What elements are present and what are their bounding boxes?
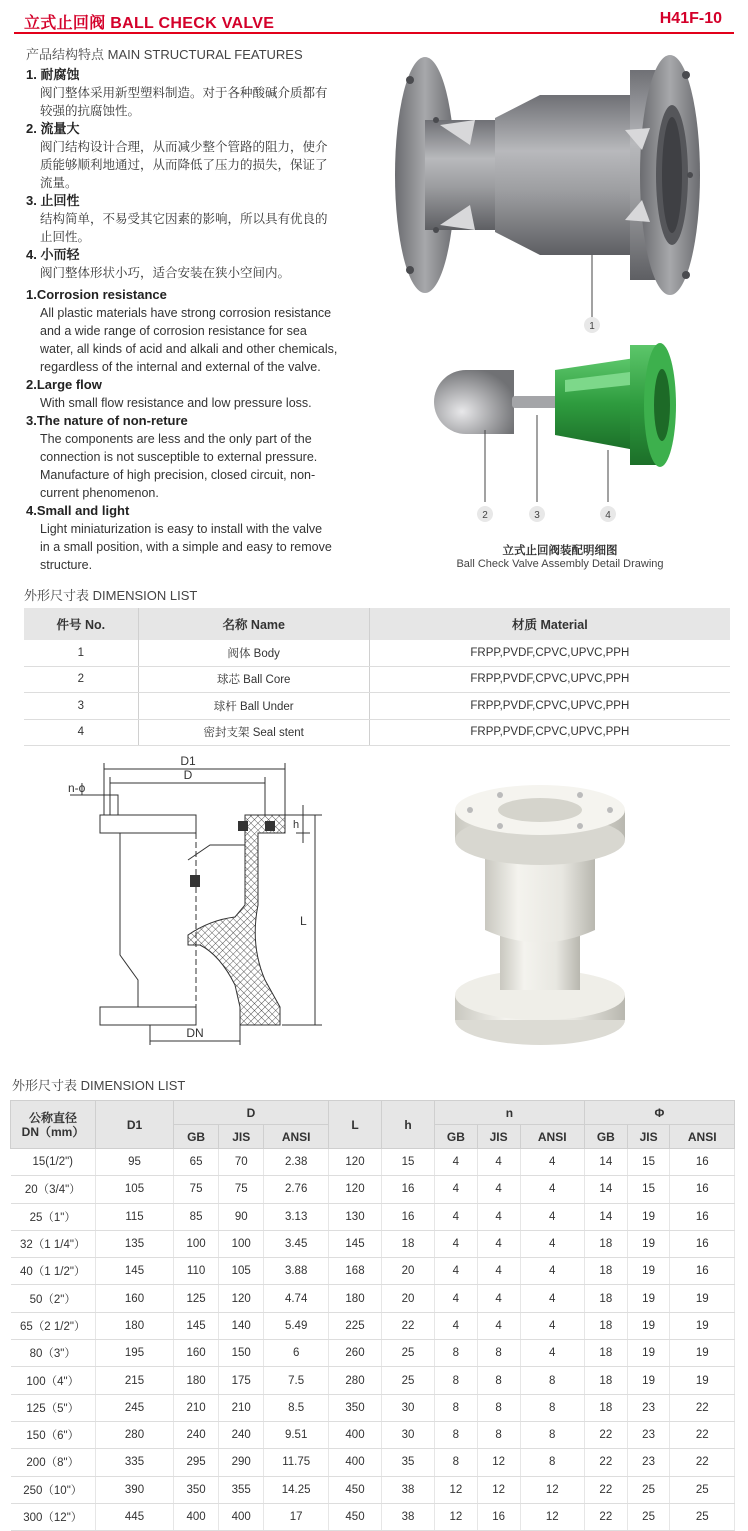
dim-cell: 105: [219, 1258, 264, 1285]
dim-cell: 4: [477, 1149, 520, 1176]
page-title: 立式止回阀 BALL CHECK VALVE: [24, 15, 275, 32]
ball-core-graphic: [434, 370, 514, 434]
feature-cn-line: 结构简单，不易受其它因素的影响，所以具有优良的: [40, 212, 328, 226]
dim-cell: 15: [627, 1176, 670, 1203]
dim-cell: 3.13: [264, 1203, 329, 1230]
dim-cell: 8: [520, 1367, 584, 1394]
dim-cell: 145: [329, 1230, 382, 1257]
dim-cell: 100（4"）: [11, 1367, 96, 1394]
dim-cell: 120: [329, 1176, 382, 1203]
dim-sub-header: ANSI: [264, 1125, 329, 1149]
feature-en-line: With small flow resistance and low pressure loss.: [40, 396, 312, 410]
col-d: D: [174, 1101, 329, 1125]
dim-cell: 22: [670, 1449, 735, 1476]
dim-row: [11, 1503, 735, 1530]
dim-cell: 32（1 1/4"）: [11, 1230, 96, 1257]
dim-cell: 19: [670, 1285, 735, 1312]
dim-cell: 16: [670, 1176, 735, 1203]
dim-cell: 22: [670, 1421, 735, 1448]
dim-cell: 150（6"）: [11, 1421, 96, 1448]
dim-cell: 210: [219, 1394, 264, 1421]
dim-cell: 35: [382, 1449, 435, 1476]
dim-cell: 400: [219, 1503, 264, 1530]
dim-cell: 16: [670, 1230, 735, 1257]
feature-en-line: current phenomenon.: [40, 486, 159, 500]
dim-cell: 11.75: [264, 1449, 329, 1476]
dim-cell: 12: [520, 1476, 584, 1503]
dim-sub-header: JIS: [627, 1125, 670, 1149]
dim-cell: 250（10"）: [11, 1476, 96, 1503]
parts-cell: 3: [24, 693, 138, 720]
dim-cell: 16: [382, 1176, 435, 1203]
dim-cell: 4: [520, 1203, 584, 1230]
dim-cell: 18: [584, 1258, 627, 1285]
dim-cell: 4: [477, 1176, 520, 1203]
dim-cell: 20: [382, 1258, 435, 1285]
dim-cell: 8.5: [264, 1394, 329, 1421]
feature-cn-title: 1. 耐腐蚀: [26, 67, 80, 82]
dim-cell: 25: [382, 1340, 435, 1367]
dim-cell: 145: [96, 1258, 174, 1285]
dim-cell: 280: [329, 1367, 382, 1394]
dim-cell: 300（12"）: [11, 1503, 96, 1530]
label-h: h: [293, 819, 300, 831]
dim-cell: 100: [219, 1230, 264, 1257]
dim-cell: 240: [174, 1421, 219, 1448]
dim-cell: 12: [520, 1503, 584, 1530]
dim-cell: 18: [584, 1394, 627, 1421]
parts-cell: FRPP,PVDF,CPVC,UPVC,PPH: [369, 666, 730, 693]
dim-cell: 14.25: [264, 1476, 329, 1503]
dim-cell: 150: [219, 1340, 264, 1367]
dim-cell: 8: [477, 1340, 520, 1367]
dim-row: [11, 1394, 735, 1421]
feature-en-title: 1.Corrosion resistance: [26, 287, 167, 302]
dim-cell: 20（3/4"）: [11, 1176, 96, 1203]
feature-cn-line: 止回性。: [40, 230, 91, 244]
dim-cell: 17: [264, 1503, 329, 1530]
parts-table: [24, 608, 730, 746]
dim-row: [11, 1449, 735, 1476]
dim-cell: 450: [329, 1476, 382, 1503]
dim-cell: 8: [520, 1394, 584, 1421]
dim-cell: 4: [477, 1285, 520, 1312]
feature-cn-line: 阀门结构设计合理，从而减少整个管路的阻力，使介: [40, 140, 328, 154]
dim-cell: 50（2"）: [11, 1285, 96, 1312]
parts-row: [24, 719, 730, 746]
dim-cell: 75: [219, 1176, 264, 1203]
dim-cell: 8: [435, 1340, 478, 1367]
dim-cell: 90: [219, 1203, 264, 1230]
feature-en-line: Light miniaturization is easy to install with the valve: [40, 522, 323, 536]
dim-cell: 2.38: [264, 1149, 329, 1176]
feature-en-line: connection is not susceptible to external pressure.: [40, 450, 318, 464]
parts-cell: 阀体 Body: [138, 640, 369, 666]
dim-row: [11, 1312, 735, 1339]
label-l: L: [300, 914, 307, 928]
dim-cell: 14: [584, 1176, 627, 1203]
dim-cell: 450: [329, 1503, 382, 1530]
dim-cell: 25: [382, 1367, 435, 1394]
dim-cell: 75: [174, 1176, 219, 1203]
callout-2-label: 2: [482, 510, 488, 521]
dim-cell: 290: [219, 1449, 264, 1476]
dim-cell: 295: [174, 1449, 219, 1476]
parts-cell: 球杆 Ball Under: [138, 693, 369, 720]
dim-cell: 19: [627, 1312, 670, 1339]
callout-3-label: 3: [534, 510, 540, 521]
dim-cell: 12: [435, 1503, 478, 1530]
dim-cell: 23: [627, 1394, 670, 1421]
dim-cell: 30: [382, 1394, 435, 1421]
dim-cell: 280: [96, 1421, 174, 1448]
dim-cell: 14: [584, 1203, 627, 1230]
parts-cell: 密封支架 Seal stent: [138, 719, 369, 746]
label-n-phi: n-ϕ: [68, 781, 86, 795]
dim-cell: 25: [670, 1476, 735, 1503]
dim-cell: 200（8"）: [11, 1449, 96, 1476]
parts-cell: 1: [24, 640, 138, 666]
dim-sub-header: GB: [174, 1125, 219, 1149]
dim-cell: 8: [477, 1394, 520, 1421]
feature-cn-title: 3. 止回性: [26, 193, 80, 208]
dim-cell: 19: [627, 1258, 670, 1285]
dim-cell: 125（5"）: [11, 1394, 96, 1421]
dim-cell: 14: [584, 1149, 627, 1176]
dim-cell: 19: [627, 1285, 670, 1312]
dim-cell: 400: [329, 1421, 382, 1448]
assembly-caption-en: Ball Check Valve Assembly Detail Drawing: [456, 558, 664, 570]
col-h: h: [382, 1101, 435, 1149]
feature-en-line: Manufacture of high precision, closed circuit, non-: [40, 468, 316, 482]
dim-cell: 4: [477, 1258, 520, 1285]
dim-cell: 4: [435, 1203, 478, 1230]
dim-cell: 15: [382, 1149, 435, 1176]
dim-cell: 180: [329, 1285, 382, 1312]
parts-col-header: 名称 Name: [138, 608, 369, 640]
dim-sub-header: ANSI: [670, 1125, 735, 1149]
dim-cell: 25: [670, 1503, 735, 1530]
feature-cn-line: 质能够顺利地通过，从而降低了压力的损失，保证了: [40, 158, 328, 172]
dim-cell: 335: [96, 1449, 174, 1476]
dimension-table: [10, 1100, 735, 1531]
dim-cell: 16: [670, 1149, 735, 1176]
dim-cell: 23: [627, 1449, 670, 1476]
dim-row: [11, 1367, 735, 1394]
dim-cell: 4: [477, 1230, 520, 1257]
parts-cell: FRPP,PVDF,CPVC,UPVC,PPH: [369, 693, 730, 720]
dim-cell: 22: [584, 1421, 627, 1448]
dim-cell: 80（3"）: [11, 1340, 96, 1367]
dim-cell: 130: [329, 1203, 382, 1230]
col-d1: D1: [96, 1101, 174, 1149]
dim-cell: 215: [96, 1367, 174, 1394]
dim-cell: 355: [219, 1476, 264, 1503]
dim-cell: 8: [520, 1421, 584, 1448]
dim-row: [11, 1203, 735, 1230]
dim-cell: 160: [96, 1285, 174, 1312]
parts-cell: FRPP,PVDF,CPVC,UPVC,PPH: [369, 719, 730, 746]
dim-cell: 4: [477, 1203, 520, 1230]
features-cn-list: [26, 66, 376, 282]
dim-cell: 6: [264, 1340, 329, 1367]
dim-cell: 4: [435, 1312, 478, 1339]
dim-cell: 18: [382, 1230, 435, 1257]
feature-en-line: structure.: [40, 558, 93, 572]
dim-cell: 22: [382, 1312, 435, 1339]
dim-cell: 145: [174, 1312, 219, 1339]
dim-cell: 8: [435, 1421, 478, 1448]
header-divider: [14, 32, 734, 34]
product-photo: [440, 780, 640, 1060]
model-number: H41F-10: [659, 10, 722, 27]
dim-cell: 22: [584, 1503, 627, 1530]
dim-cell: 120: [219, 1285, 264, 1312]
dim-sub-header: JIS: [219, 1125, 264, 1149]
dim-cell: 65: [174, 1149, 219, 1176]
dim-cell: 19: [627, 1367, 670, 1394]
dim-cell: 4: [435, 1285, 478, 1312]
col-phi: Φ: [584, 1101, 734, 1125]
assembly-illustration: [380, 40, 720, 580]
dim-cell: 8: [435, 1367, 478, 1394]
dim-row: [11, 1230, 735, 1257]
dim-cell: 22: [670, 1394, 735, 1421]
dim-cell: 4: [520, 1312, 584, 1339]
feature-en-title: 2.Large flow: [26, 377, 102, 392]
feature-cn-title: 2. 流量大: [26, 121, 80, 136]
feature-en-line: and a wide range of corrosion resistance for sea: [40, 324, 307, 338]
parts-row: [24, 666, 730, 693]
parts-row: [24, 640, 730, 666]
dim-cell: 8: [435, 1449, 478, 1476]
dim-cell: 19: [670, 1312, 735, 1339]
callout-4-label: 4: [605, 510, 611, 521]
parts-col-header: 材质 Material: [369, 608, 730, 640]
dim-cell: 19: [670, 1340, 735, 1367]
dim-cell: 180: [96, 1312, 174, 1339]
dim-cell: 240: [219, 1421, 264, 1448]
dim-cell: 20: [382, 1285, 435, 1312]
feature-en-title: 3.The nature of non-reture: [26, 413, 188, 428]
dim-cell: 16: [477, 1503, 520, 1530]
dim-cell: 25（1"）: [11, 1203, 96, 1230]
dim-row: [11, 1476, 735, 1503]
feature-en-line: in a small position, with a simple and easy to remove: [40, 540, 332, 554]
dim-cell: 70: [219, 1149, 264, 1176]
feature-en-line: regardless of the internal and external of the valve.: [40, 360, 321, 374]
assembly-caption-cn: 立式止回阀装配明细图: [502, 545, 618, 557]
dim-cell: 22: [584, 1449, 627, 1476]
dim-cell: 38: [382, 1503, 435, 1530]
feature-cn-line: 阀门整体采用新型塑料制造。对于各种酸碱介质都有: [40, 86, 328, 100]
dim-cell: 4: [435, 1258, 478, 1285]
dim-row: [11, 1421, 735, 1448]
dim-cell: 4: [435, 1149, 478, 1176]
dim-cell: 400: [329, 1449, 382, 1476]
dim-sub-header: ANSI: [520, 1125, 584, 1149]
dim-cell: 195: [96, 1340, 174, 1367]
dim-cell: 210: [174, 1394, 219, 1421]
dim-cell: 16: [670, 1203, 735, 1230]
feature-en-title: 4.Small and light: [26, 503, 130, 518]
dim-row: [11, 1340, 735, 1367]
feature-cn-line: 阀门整体形状小巧，适合安装在狭小空间内。: [40, 266, 291, 280]
dim-cell: 12: [435, 1476, 478, 1503]
dim-cell: 4.74: [264, 1285, 329, 1312]
parts-cell: 2: [24, 666, 138, 693]
dim-cell: 40（1 1/2"）: [11, 1258, 96, 1285]
dim-row: [11, 1176, 735, 1203]
dim-cell: 12: [477, 1449, 520, 1476]
dim-cell: 3.45: [264, 1230, 329, 1257]
dim-cell: 23: [627, 1421, 670, 1448]
dim-cell: 18: [584, 1367, 627, 1394]
dim-cell: 19: [670, 1367, 735, 1394]
label-d1: D1: [180, 754, 196, 768]
dim-cell: 100: [174, 1230, 219, 1257]
dim-cell: 8: [477, 1421, 520, 1448]
dim-cell: 18: [584, 1230, 627, 1257]
dim-sub-header: GB: [584, 1125, 627, 1149]
dim-cell: 18: [584, 1285, 627, 1312]
dim-cell: 3.88: [264, 1258, 329, 1285]
dim-cell: 7.5: [264, 1367, 329, 1394]
dim-cell: 4: [520, 1176, 584, 1203]
dim-cell: 4: [520, 1340, 584, 1367]
feature-cn-line: 流量。: [40, 176, 78, 190]
features-en-list: [26, 286, 369, 574]
dim-cell: 168: [329, 1258, 382, 1285]
features-heading: 产品结构特点 MAIN STRUCTURAL FEATURES: [26, 47, 303, 62]
feature-en-line: The components are less and the only part of the: [40, 432, 312, 446]
dim-cell: 400: [174, 1503, 219, 1530]
dim-cell: 110: [174, 1258, 219, 1285]
dim-cell: 445: [96, 1503, 174, 1530]
dim-cell: 15: [627, 1149, 670, 1176]
dim-cell: 15(1/2"): [11, 1149, 96, 1176]
col-dn: 公称直径 DN（mm）: [11, 1101, 96, 1149]
dim-cell: 390: [96, 1476, 174, 1503]
dim-sub-header: GB: [435, 1125, 478, 1149]
dim-row: [11, 1285, 735, 1312]
parts-cell: FRPP,PVDF,CPVC,UPVC,PPH: [369, 640, 730, 666]
dim-cell: 135: [96, 1230, 174, 1257]
dim-cell: 95: [96, 1149, 174, 1176]
dim-cell: 4: [520, 1149, 584, 1176]
dim-cell: 25: [627, 1503, 670, 1530]
dim-cell: 4: [520, 1230, 584, 1257]
parts-row: [24, 693, 730, 720]
feature-en-line: All plastic materials have strong corrosion resistance: [40, 306, 332, 320]
dim-cell: 2.76: [264, 1176, 329, 1203]
parts-table-heading: 外形尺寸表 DIMENSION LIST: [24, 588, 198, 603]
dim-cell: 4: [435, 1176, 478, 1203]
dim-cell: 22: [584, 1476, 627, 1503]
dim-cell: 16: [382, 1203, 435, 1230]
dim-cell: 175: [219, 1367, 264, 1394]
dim-cell: 85: [174, 1203, 219, 1230]
dim-cell: 9.51: [264, 1421, 329, 1448]
dim-cell: 5.49: [264, 1312, 329, 1339]
parts-col-header: 件号 No.: [24, 608, 138, 640]
label-dn: DN: [186, 1026, 204, 1040]
dim-cell: 25: [627, 1476, 670, 1503]
dim-table-heading: 外形尺寸表 DIMENSION LIST: [12, 1078, 186, 1093]
dim-cell: 260: [329, 1340, 382, 1367]
dim-cell: 225: [329, 1312, 382, 1339]
dim-cell: 160: [174, 1340, 219, 1367]
dim-cell: 30: [382, 1421, 435, 1448]
dim-cell: 18: [584, 1312, 627, 1339]
dim-cell: 350: [174, 1476, 219, 1503]
parts-cell: 4: [24, 719, 138, 746]
dim-cell: 115: [96, 1203, 174, 1230]
dim-cell: 120: [329, 1149, 382, 1176]
dim-cell: 245: [96, 1394, 174, 1421]
dimension-drawing: [60, 745, 330, 1065]
callout-1-label: 1: [589, 321, 595, 332]
feature-en-line: water, all kinds of acid and alkali and other chemicals,: [40, 342, 338, 356]
dim-cell: 19: [627, 1230, 670, 1257]
col-n: n: [435, 1101, 585, 1125]
valve-body-graphic: [395, 55, 700, 295]
col-l: L: [329, 1101, 382, 1149]
dim-cell: 19: [627, 1340, 670, 1367]
dim-cell: 19: [627, 1203, 670, 1230]
dim-cell: 4: [520, 1285, 584, 1312]
dim-cell: 65（2 1/2"）: [11, 1312, 96, 1339]
dim-cell: 38: [382, 1476, 435, 1503]
dim-row: [11, 1258, 735, 1285]
dim-cell: 8: [520, 1449, 584, 1476]
dim-cell: 16: [670, 1258, 735, 1285]
feature-cn-title: 4. 小而轻: [26, 247, 80, 262]
dim-sub-header: JIS: [477, 1125, 520, 1149]
dim-row: [11, 1149, 735, 1176]
seal-stent-graphic: [555, 343, 676, 467]
dim-cell: 125: [174, 1285, 219, 1312]
dim-cell: 4: [435, 1230, 478, 1257]
dim-cell: 8: [435, 1394, 478, 1421]
dim-cell: 105: [96, 1176, 174, 1203]
dim-cell: 350: [329, 1394, 382, 1421]
dim-cell: 12: [477, 1476, 520, 1503]
feature-cn-line: 较强的抗腐蚀性。: [40, 104, 141, 118]
dim-cell: 4: [477, 1312, 520, 1339]
dim-cell: 180: [174, 1367, 219, 1394]
parts-cell: 球芯 Ball Core: [138, 666, 369, 693]
dim-cell: 140: [219, 1312, 264, 1339]
label-d: D: [183, 768, 193, 782]
dim-cell: 4: [520, 1258, 584, 1285]
dim-cell: 18: [584, 1340, 627, 1367]
dim-cell: 8: [477, 1367, 520, 1394]
